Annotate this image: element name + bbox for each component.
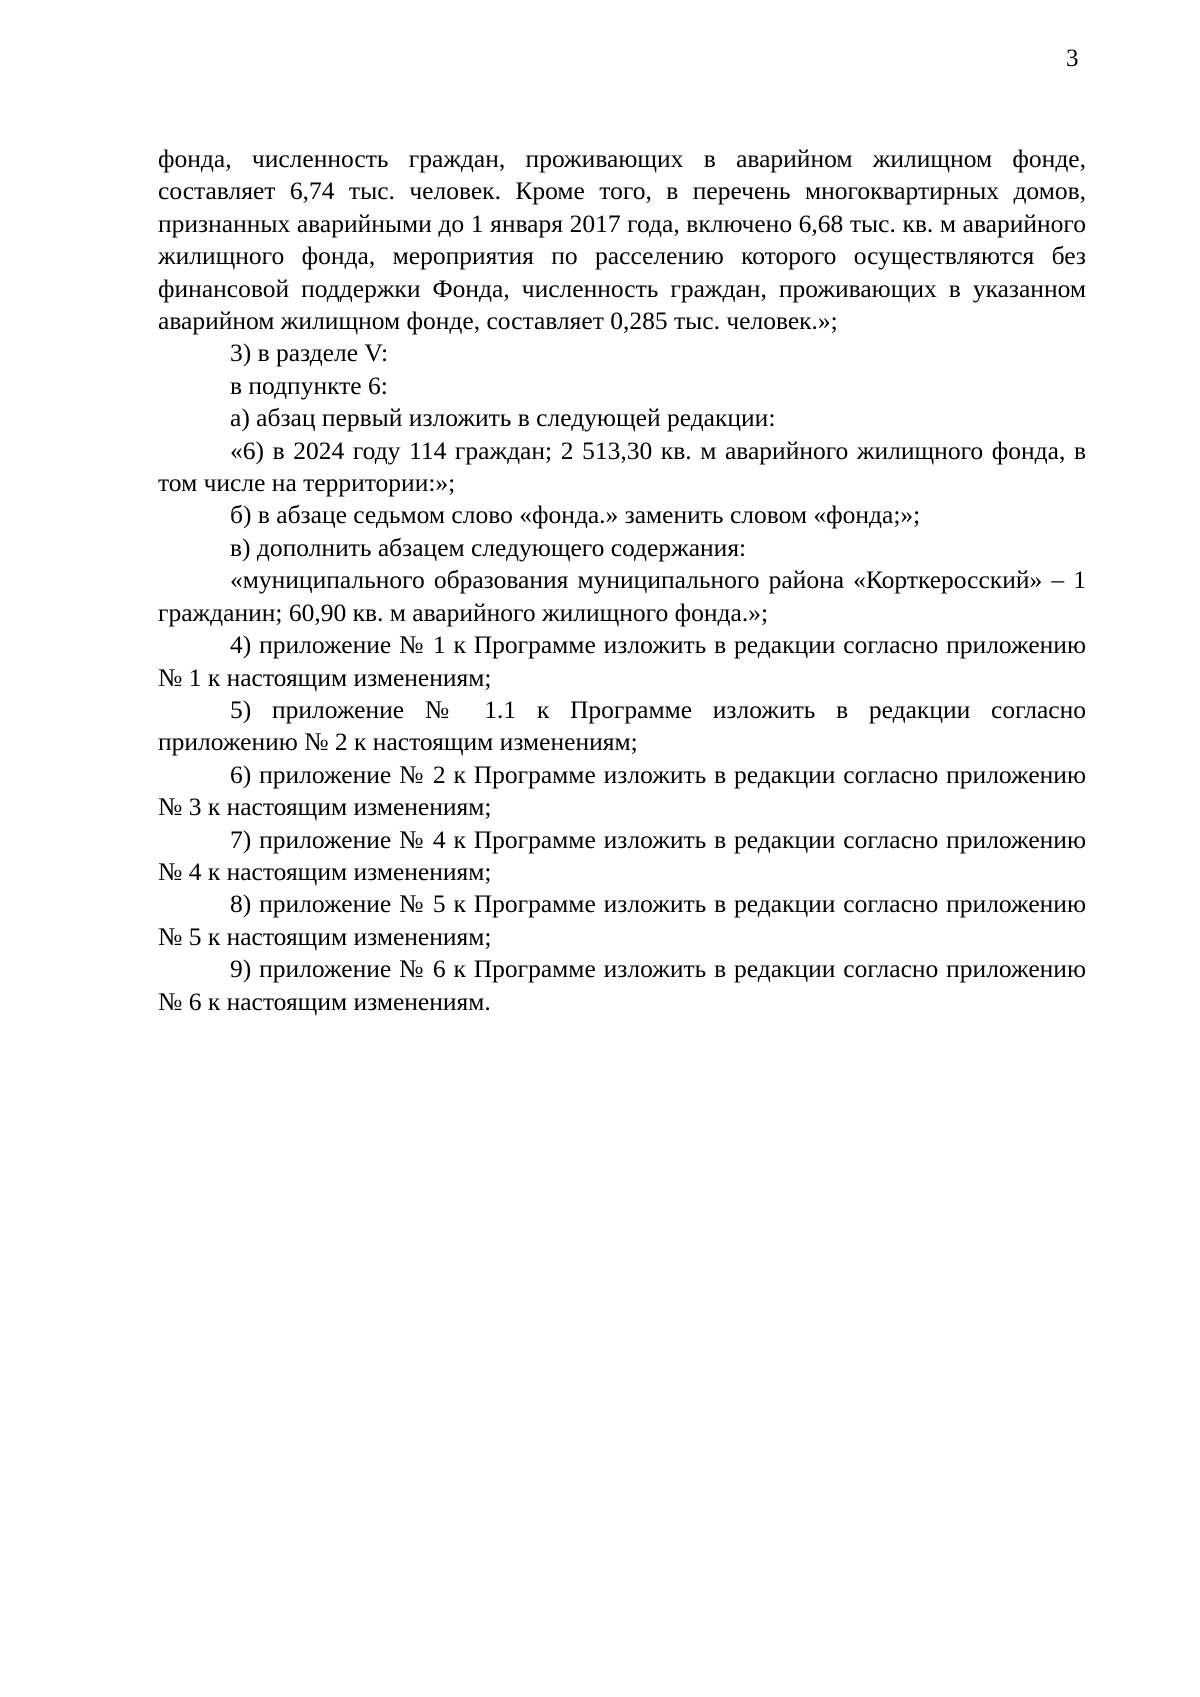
- page-number: 3: [1066, 45, 1079, 72]
- paragraph-item-b: б) в абзаце седьмом слово «фонда.» заменить словом «фонда;»;: [230, 500, 921, 530]
- paragraph-item-3: 3) в разделе V:: [230, 338, 389, 368]
- paragraph-subpoint-6: в подпункте 6:: [230, 370, 388, 400]
- paragraph-item-9: 9) приложение № 6 к Программе изложить в редакции согласно приложению № 6 к настоящим изменениям.: [158, 954, 1086, 1016]
- paragraph-item-4: 4) приложение № 1 к Программе изложить в редакции согласно приложению № 1 к настоящим изменениям;: [158, 630, 1086, 692]
- document-body: [158, 143, 1086, 1018]
- paragraph-quote-municipal: «муниципального образования муниципального района «Корткеросский» – 1 гражданин; 60,90 кв. м аварийного жилищного фонда.»;: [158, 565, 1086, 627]
- paragraph-item-8: 8) приложение № 5 к Программе изложить в редакции согласно приложению № 5 к настоящим изменениям;: [158, 889, 1086, 951]
- paragraph-item-6: 6) приложение № 2 к Программе изложить в редакции согласно приложению № 3 к настоящим изменениям;: [158, 759, 1086, 822]
- paragraph-item-v: в) дополнить абзацем следующего содержания:: [230, 532, 747, 562]
- paragraph-quote-6: «6) в 2024 году 114 граждан; 2 513,30 кв. м аварийного жилищного фонда, в том числе на территории:»;: [158, 435, 1086, 498]
- paragraph-item-5: 5) приложение № 1.1 к Программе изложить в редакции согласно приложению № 2 к настоящим изменениям;: [158, 694, 1086, 757]
- paragraph-continuation: фонда, численность граждан, проживающих в аварийном жилищном фонде, составляет 6,74 тыс. человек. Кроме того, в перечень многоквартирных домов, признанных аварийными до 1 января 2017 года, включено 6,68 тыс. кв. м аварийного жилищного фонда, мероприятия по расселению которого осуществляются без финансовой поддержки Фонда, численность граждан, проживающих в указанном аварийном жилищном фонде, составляет 0,285 тыс. человек.»;: [158, 144, 1086, 336]
- paragraph-item-7: 7) приложение № 4 к Программе изложить в редакции согласно приложению № 4 к настоящим изменениям;: [158, 824, 1086, 886]
- paragraph-item-a: а) абзац первый изложить в следующей редакции:: [230, 403, 776, 433]
